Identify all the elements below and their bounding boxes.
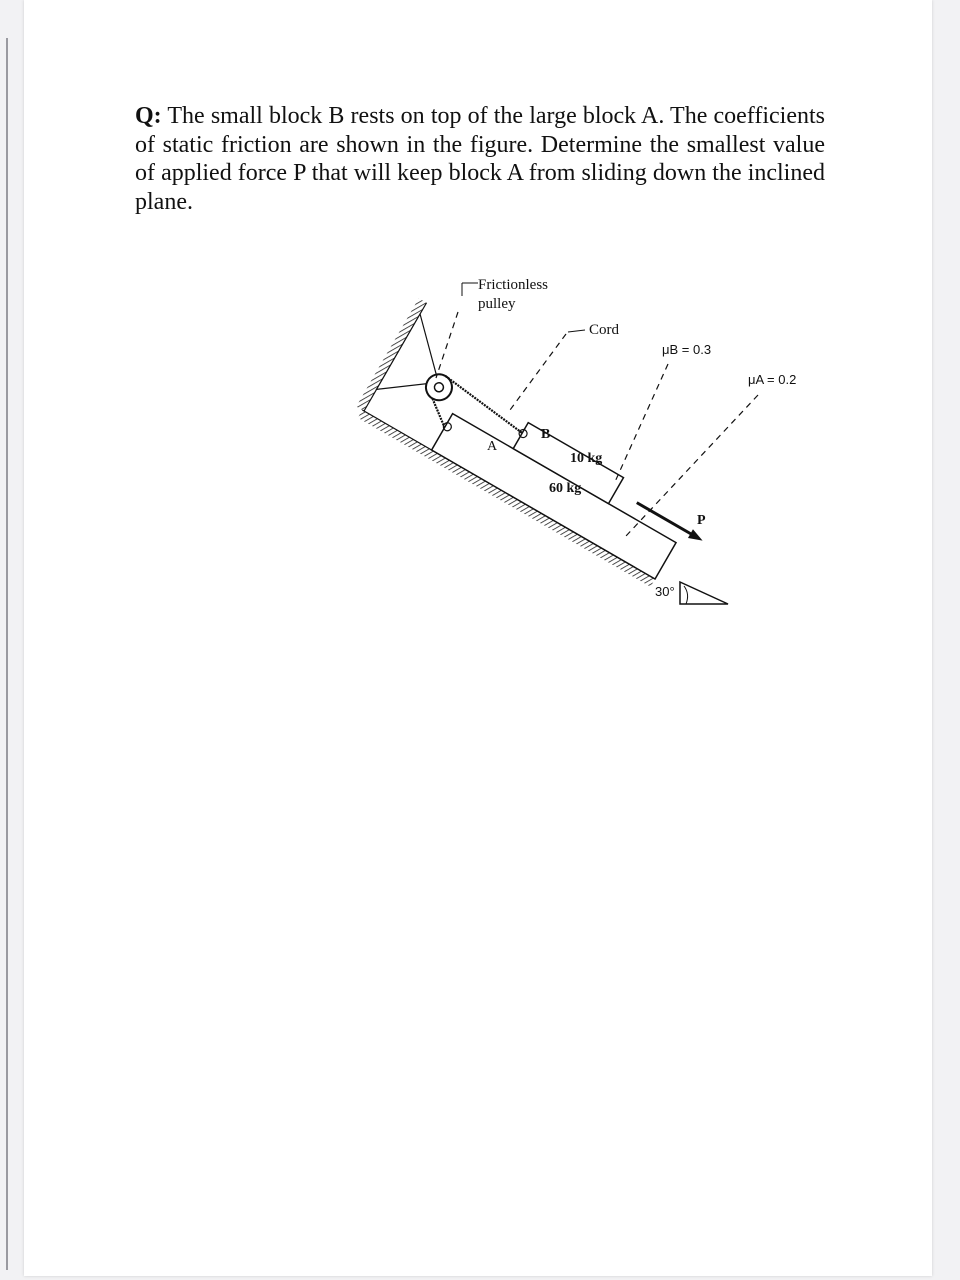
angle-label: 30° bbox=[655, 584, 675, 599]
force-p-label: P bbox=[697, 513, 706, 528]
question-body: The small block B rests on top of the large block A. The coefficients of static friction are shown in the figure. Determine the smallest value of applied force P that will keep block A from sliding down the inclined plane. bbox=[135, 103, 825, 215]
cord-label: Cord bbox=[589, 322, 619, 338]
question-prefix: Q: bbox=[135, 103, 162, 129]
force-p-arrowhead bbox=[688, 529, 705, 545]
pulley-leader bbox=[436, 312, 458, 378]
frictionless-label: Frictionless bbox=[478, 277, 548, 293]
cord-leader bbox=[510, 334, 566, 410]
block-a-label: A bbox=[487, 439, 498, 454]
mu-b-label: μB = 0.3 bbox=[662, 342, 712, 357]
block-b-label: B bbox=[541, 427, 551, 442]
pulley-label: pulley bbox=[478, 296, 516, 312]
mass-b-label: 10 kg bbox=[570, 451, 603, 466]
mu-b-leader bbox=[614, 364, 668, 484]
mu-a-leader bbox=[626, 395, 758, 536]
mu-a-label: μA = 0.2 bbox=[748, 372, 797, 387]
mass-a-label: 60 kg bbox=[549, 481, 582, 496]
